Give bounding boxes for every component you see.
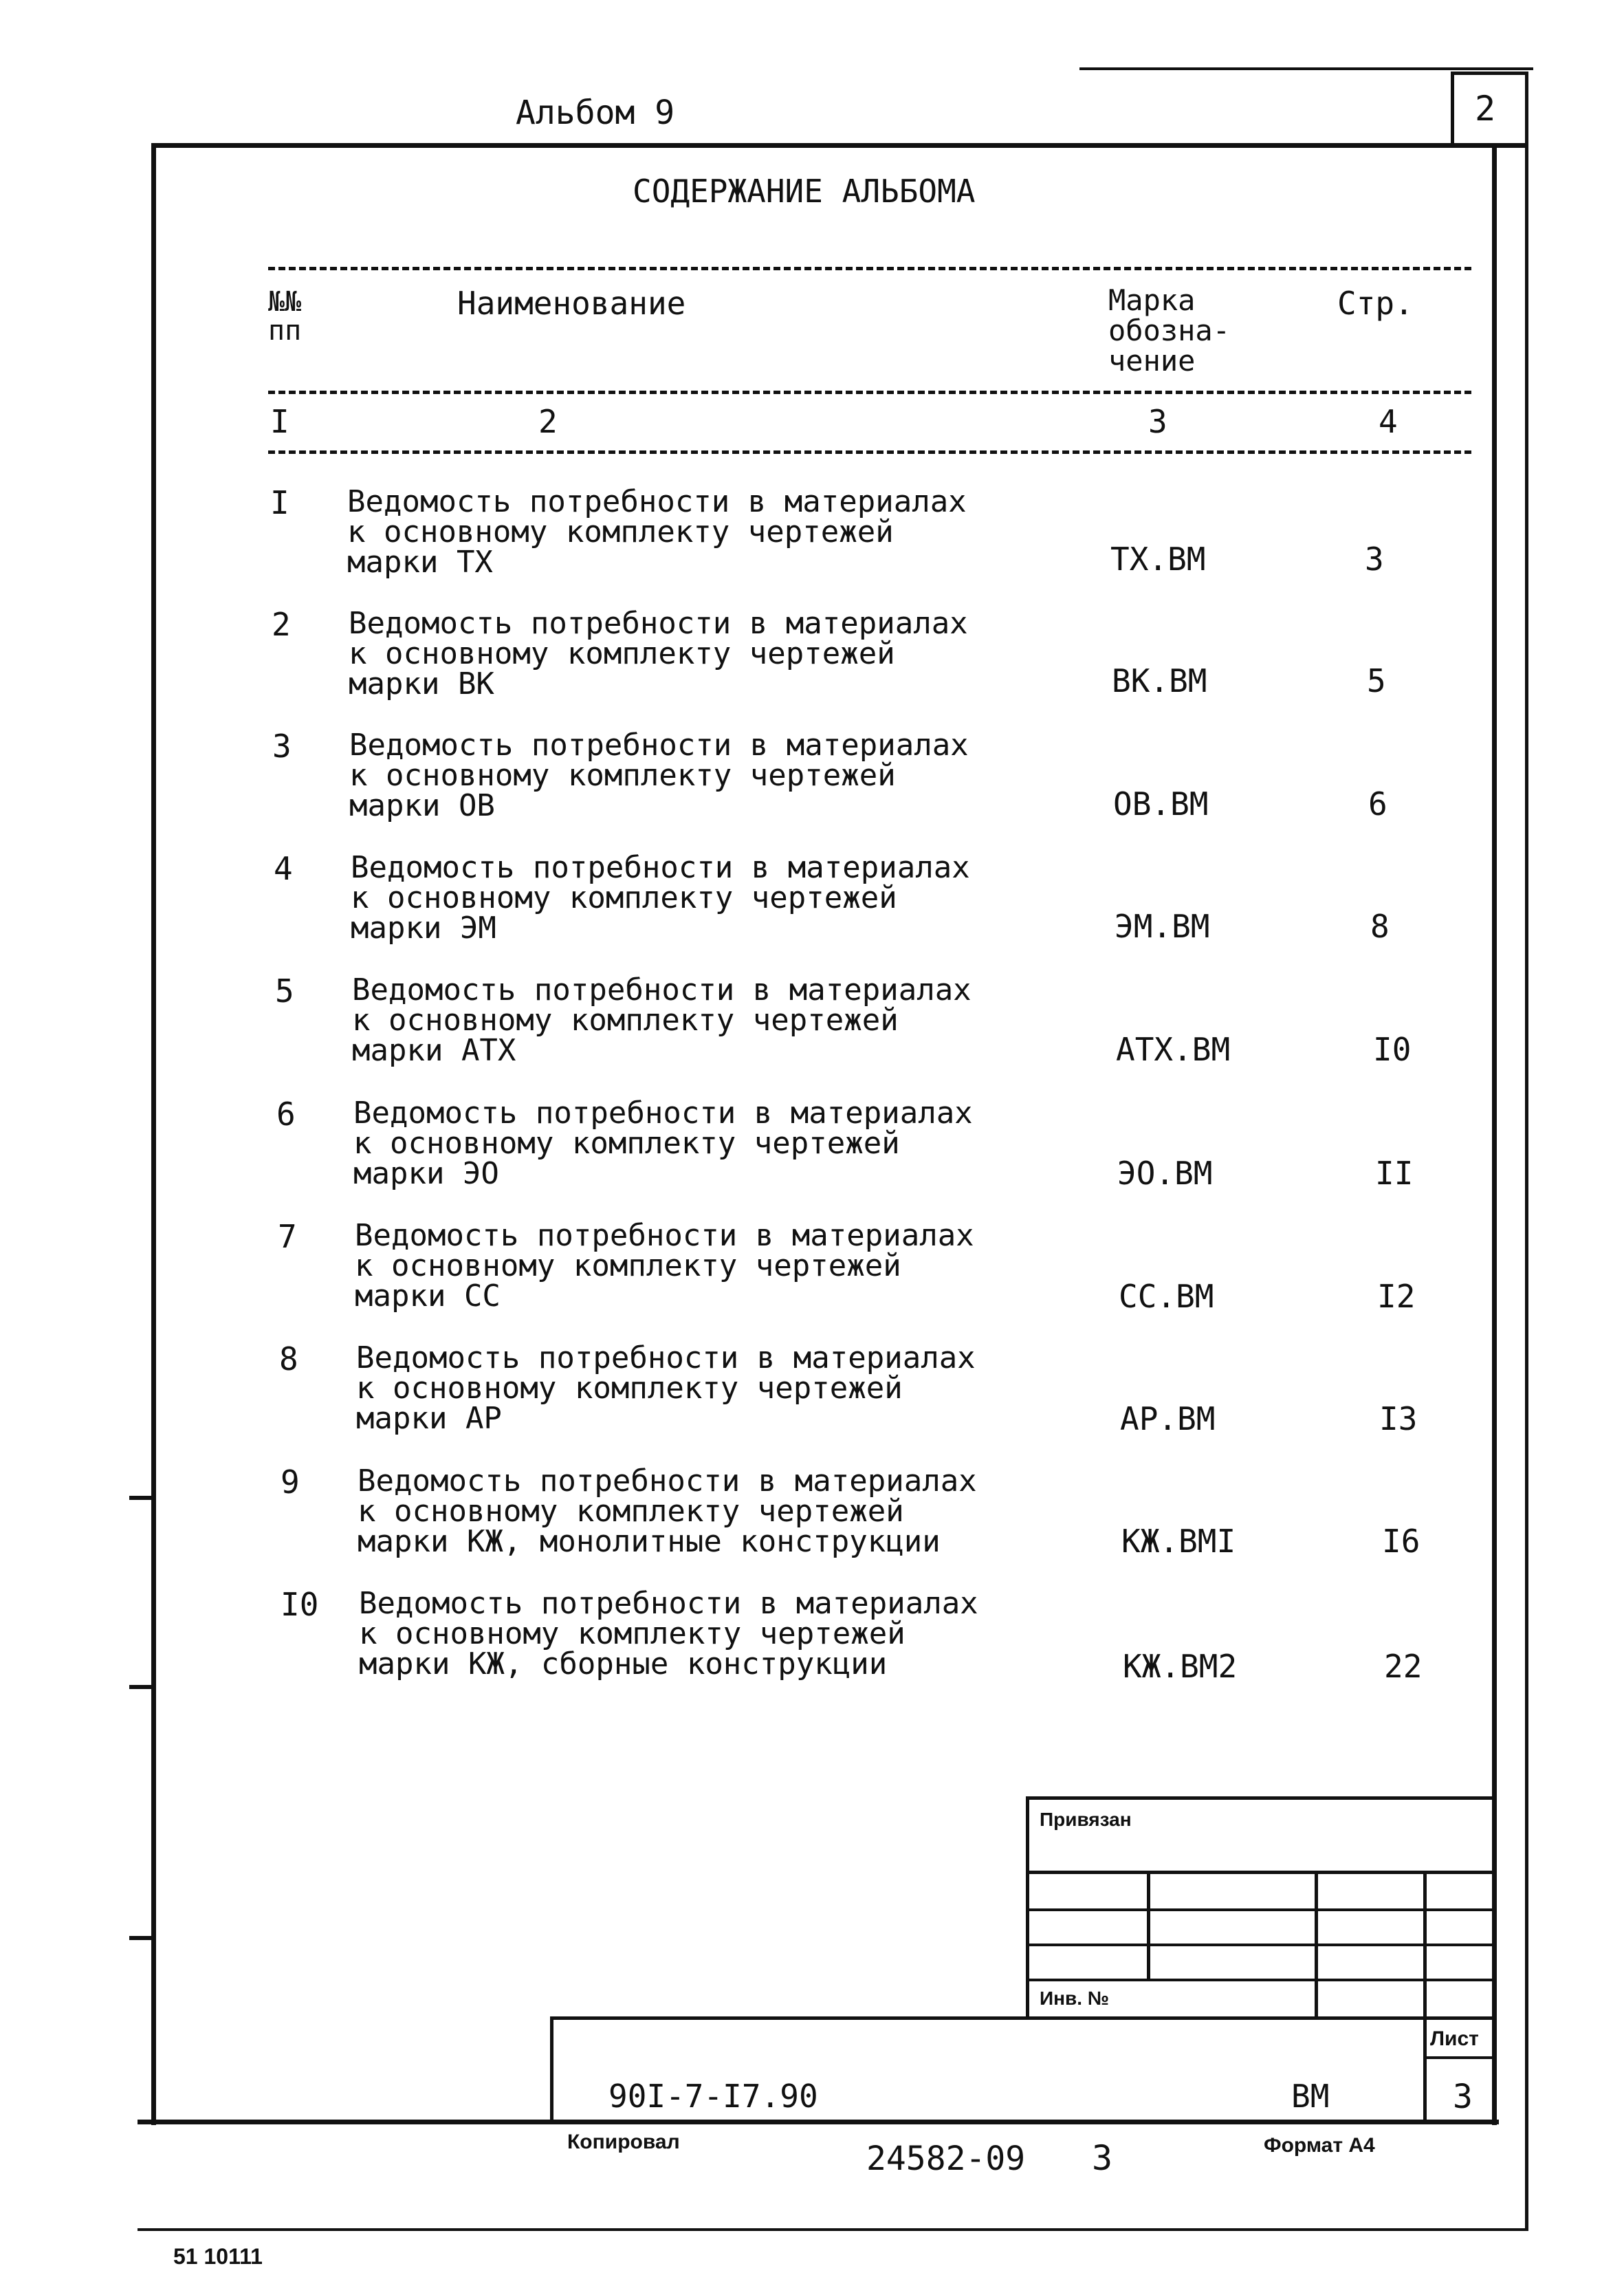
stamp-line: [1315, 1871, 1318, 2018]
item-name: Ведомость потребности в материалах к основному комплекту чертежей марки АТХ: [352, 972, 972, 1068]
item-page: I2: [1377, 1278, 1416, 1315]
item-number: 2: [272, 606, 291, 643]
item-code: ОВ.ВМ: [1113, 785, 1209, 823]
item-number: 6: [276, 1096, 296, 1133]
column-number: 2: [538, 403, 558, 440]
column-number: 4: [1379, 403, 1398, 440]
stamp-inv-label: Инв. №: [1040, 1988, 1110, 2009]
corner-page-number: 2: [1475, 89, 1496, 129]
stamp-line: [550, 2016, 553, 2124]
stamp-doc-code: 90I-7-I7.90: [608, 2078, 818, 2115]
header-code: Марка обозна- чение: [1108, 283, 1231, 378]
item-code: ТХ.ВМ: [1110, 541, 1206, 578]
item-number: I: [270, 484, 289, 521]
item-name: Ведомость потребности в материалах к основному комплекту чертежей марки КЖ, монолитные конструкции: [358, 1463, 977, 1559]
header-page: Стр.: [1337, 285, 1414, 322]
item-name: Ведомость потребности в материалах к основному комплекту чертежей марки ЭО: [353, 1096, 973, 1191]
item-number: I0: [281, 1586, 319, 1623]
stamp-line: [550, 2016, 1497, 2020]
column-number: I: [270, 403, 289, 440]
item-code: КЖ.ВМI: [1121, 1523, 1236, 1560]
item-number: 8: [279, 1340, 298, 1378]
page-title: СОДЕРЖАНИЕ АЛЬБОМА: [633, 173, 976, 210]
stamp-mark: ВМ: [1291, 2078, 1330, 2115]
frame-left: [151, 143, 156, 2125]
stamp-line: [1147, 1871, 1150, 1981]
item-number: 9: [281, 1463, 300, 1501]
stamp-sheet-number: 3: [1453, 2078, 1473, 2116]
item-name: Ведомость потребности в материалах к основному комплекту чертежей марки ОВ: [349, 728, 969, 823]
stamp-privyazan-label: Привязан: [1040, 1809, 1132, 1830]
item-number: 3: [272, 728, 292, 765]
frame-right-outer: [1525, 72, 1528, 2231]
item-code: АР.ВМ: [1120, 1400, 1216, 1437]
album-label: Альбом 9: [516, 94, 675, 132]
page-bottom-line: [138, 2228, 1528, 2231]
header-rule-middle: [268, 391, 1471, 394]
item-name: Ведомость потребности в материалах к основному комплекту чертежей марки СС: [355, 1218, 974, 1314]
item-number: 5: [275, 972, 294, 1010]
item-code: АТХ.ВМ: [1116, 1031, 1231, 1068]
order-page: 3: [1092, 2138, 1113, 2178]
item-page: I6: [1382, 1523, 1420, 1560]
item-page: II: [1375, 1155, 1414, 1192]
item-page: 5: [1367, 662, 1386, 699]
binding-tick: [129, 1685, 153, 1689]
item-page: I3: [1379, 1400, 1418, 1437]
item-number: 7: [278, 1218, 297, 1255]
item-code: КЖ.ВМ2: [1123, 1648, 1238, 1685]
item-code: СС.ВМ: [1119, 1278, 1214, 1315]
binding-tick: [129, 1496, 153, 1500]
header-name: Наименование: [457, 285, 686, 322]
header-rule-top: [268, 267, 1471, 270]
item-page: 8: [1370, 908, 1390, 945]
stamp-line: [1026, 1796, 1497, 1800]
frame-top: [151, 143, 1525, 148]
item-page: 3: [1365, 541, 1384, 578]
item-page: 22: [1384, 1648, 1423, 1685]
format-label: Формат А4: [1264, 2134, 1375, 2157]
item-name: Ведомость потребности в материалах к основному комплекту чертежей марки ВК: [349, 606, 968, 701]
item-code: ЭО.ВМ: [1117, 1155, 1213, 1192]
copied-label: Копировал: [567, 2131, 680, 2153]
item-name: Ведомость потребности в материалах к основному комплекту чертежей марки ЭМ: [351, 850, 970, 946]
column-number: 3: [1148, 403, 1167, 440]
item-name: Ведомость потребности в материалах к основному комплекту чертежей марки АР: [356, 1340, 976, 1436]
order-number: 24582-09: [866, 2140, 1026, 2178]
item-name: Ведомость потребности в материалах к основному комплекту чертежей марки КЖ, сборные конструкции: [359, 1586, 978, 1681]
item-page: 6: [1368, 785, 1387, 823]
item-code: ВК.ВМ: [1112, 662, 1207, 699]
item-code: ЭМ.ВМ: [1115, 908, 1210, 945]
frame-right: [1492, 143, 1497, 2125]
print-code: 51 10111: [173, 2244, 263, 2269]
header-rule-bottom: [268, 450, 1471, 454]
stamp-line: [1423, 1871, 1427, 2018]
item-number: 4: [274, 850, 293, 887]
item-name: Ведомость потребности в материалах к основному комплекту чертежей марки ТХ: [347, 484, 967, 580]
header-num: №№ пп: [268, 286, 302, 347]
stamp-line: [1423, 2056, 1497, 2059]
stamp-line: [1423, 2018, 1427, 2122]
header-line: [1079, 67, 1533, 70]
item-page: I0: [1373, 1031, 1412, 1068]
frame-bottom: [138, 2120, 1499, 2124]
binding-tick: [129, 1936, 153, 1940]
stamp-sheet-label: Лист: [1430, 2027, 1479, 2050]
